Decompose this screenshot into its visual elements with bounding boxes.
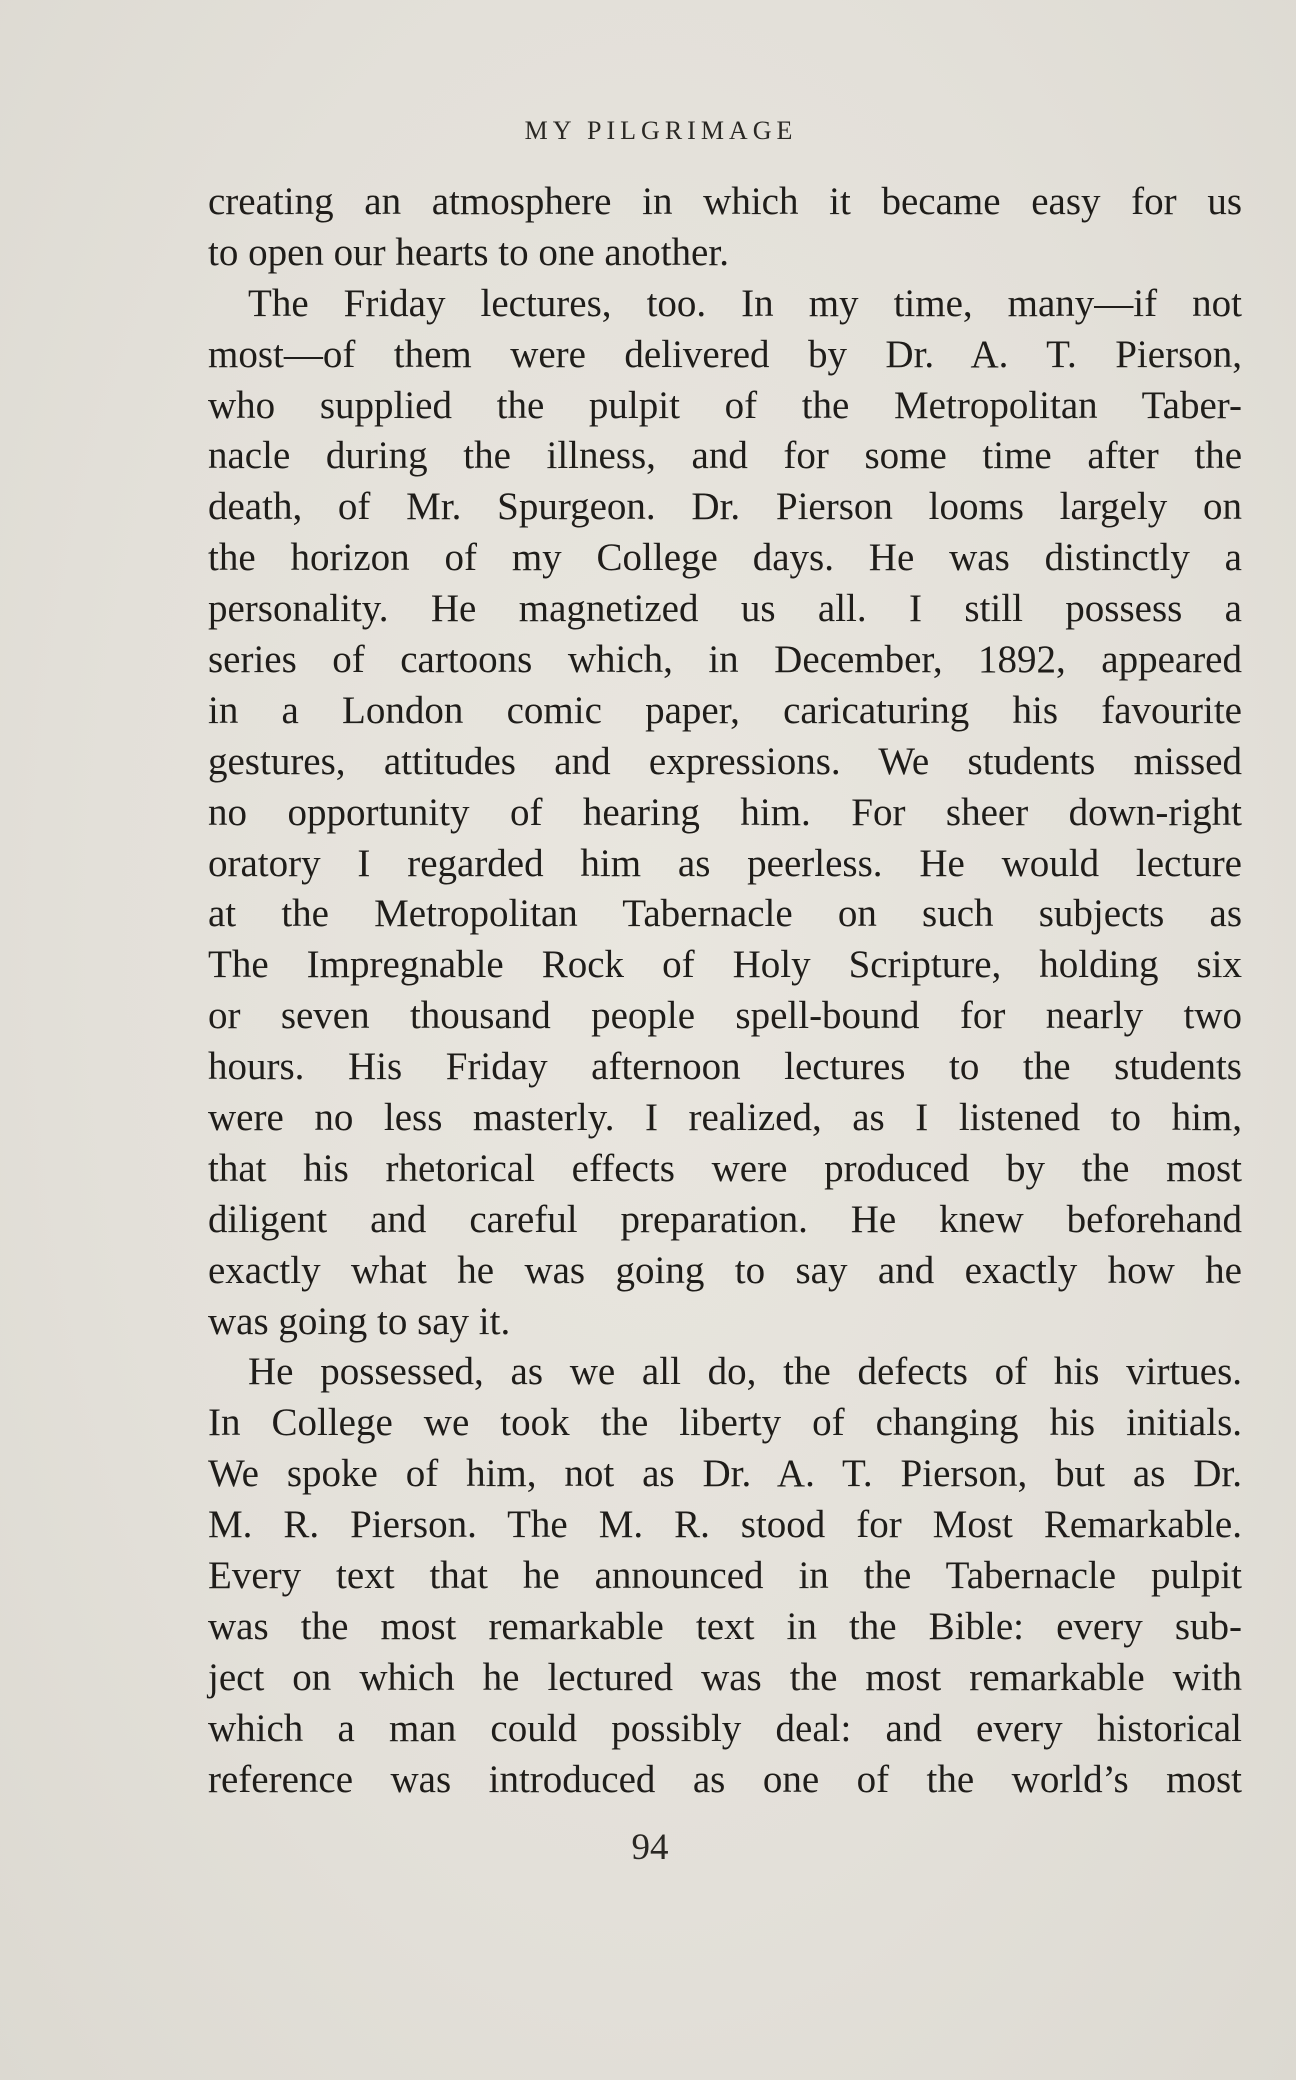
text-line: The Impregnable Rock of Holy Scripture, holding six <box>208 943 1242 987</box>
text-line: series of cartoons which, in December, 1892, appeared <box>208 638 1242 682</box>
text-line: was going to say it. <box>208 1299 511 1343</box>
text-line: M. R. Pierson. The M. R. stood for Most Remarkable. <box>208 1503 1242 1547</box>
text-line: the horizon of my College days. He was distinctly a <box>208 536 1242 580</box>
text-line: Every text that he announced in the Tabernacle pulpit <box>208 1554 1242 1598</box>
text-line: reference was introduced as one of the world’s most <box>208 1757 1242 1801</box>
text-line: ject on which he lectured was the most remarkable with <box>208 1655 1242 1699</box>
text-line: hours. His Friday afternoon lectures to the students <box>208 1045 1242 1089</box>
text-line: We spoke of him, not as Dr. A. T. Pierson, but as Dr. <box>208 1452 1242 1496</box>
text-line: most—of them were delivered by Dr. A. T. Pierson, <box>208 332 1242 376</box>
text-line: personality. He magnetized us all. I still possess a <box>208 587 1242 631</box>
text-line: creating an atmosphere in which it became easy for us <box>208 180 1242 223</box>
text-line: that his rhetorical effects were produced by the most <box>208 1146 1242 1190</box>
running-head: MY PILGRIMAGE <box>524 116 798 145</box>
text-line: death, of Mr. Spurgeon. Dr. Pierson looms largely on <box>208 485 1242 529</box>
text-line: who supplied the pulpit of the Metropolitan Taber- <box>208 383 1242 427</box>
text-line: to open our hearts to one another. <box>208 230 729 274</box>
body-text <box>208 177 1242 1806</box>
page-number: 94 <box>631 1827 669 1868</box>
text-line: were no less masterly. I realized, as I listened to him, <box>208 1096 1242 1140</box>
text-line: He possessed, as we all do, the defects of his virtues. <box>248 1350 1242 1394</box>
text-line: exactly what he was going to say and exactly how he <box>208 1248 1242 1292</box>
text-line: or seven thousand people spell-bound for nearly two <box>208 994 1242 1038</box>
text-line: In College we took the liberty of changing his initials. <box>208 1401 1242 1445</box>
text-line: which a man could possibly deal: and every historical <box>208 1706 1242 1750</box>
text-line: no opportunity of hearing him. For sheer down-right <box>208 790 1242 834</box>
text-line: diligent and careful preparation. He knew beforehand <box>208 1197 1242 1241</box>
text-line: nacle during the illness, and for some time after the <box>208 434 1242 478</box>
text-line: The Friday lectures, too. In my time, many—if not <box>248 281 1242 325</box>
text-line: gestures, attitudes and expressions. We students missed <box>208 739 1242 783</box>
text-line: in a London comic paper, caricaturing his favourite <box>208 688 1242 732</box>
text-line: was the most remarkable text in the Bible: every sub- <box>208 1604 1242 1648</box>
text-line: oratory I regarded him as peerless. He would lecture <box>208 841 1242 885</box>
text-line: at the Metropolitan Tabernacle on such subjects as <box>208 892 1242 936</box>
